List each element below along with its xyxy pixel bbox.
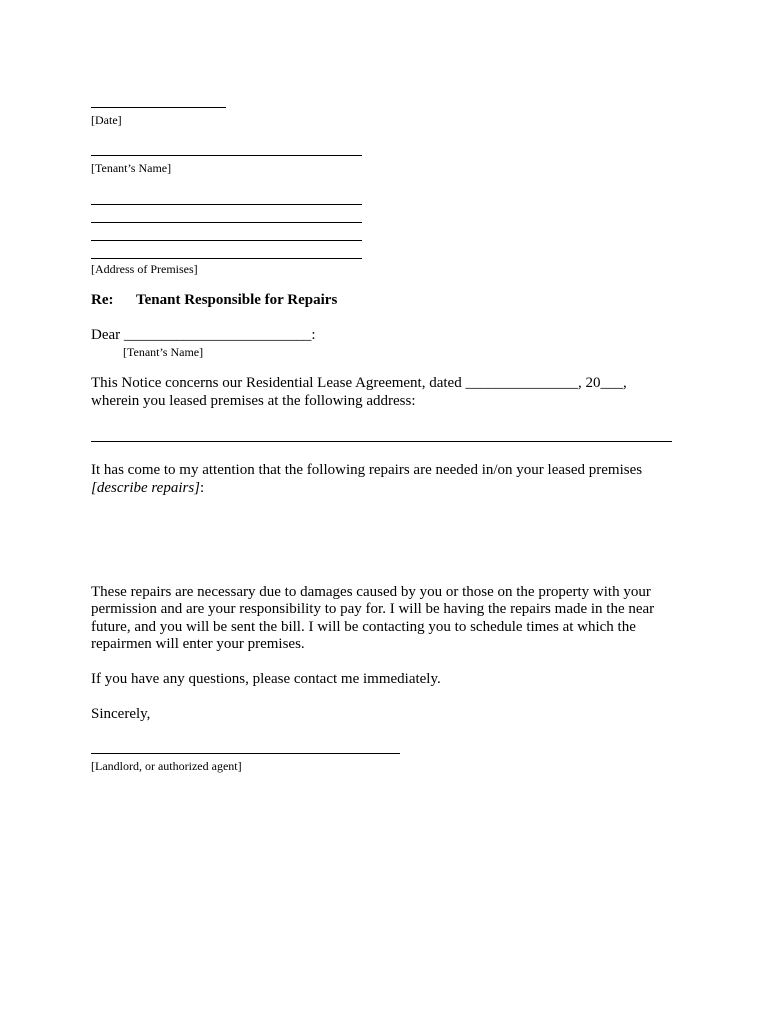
signature-label: [Landlord, or authorized agent] xyxy=(91,759,242,773)
notice-line: wherein you leased premises at the following address: xyxy=(91,393,416,409)
premises-address-line xyxy=(91,441,672,442)
questions-line: If you have any questions, please contact me immediately. xyxy=(91,671,441,687)
address-line xyxy=(91,204,362,205)
salutation-dear: Dear xyxy=(91,327,121,343)
closing-line: Sincerely, xyxy=(91,706,151,722)
describe-repairs-placeholder: [describe repairs] xyxy=(91,480,201,496)
salutation-tenant-label: [Tenant’s Name] xyxy=(123,345,204,359)
responsibility-line: repairmen will enter your premises. xyxy=(91,636,305,652)
address-line xyxy=(91,258,362,259)
tenant-name-label: [Tenant’s Name] xyxy=(91,161,172,175)
date-line xyxy=(91,107,226,108)
repairs-line: It has come to my attention that the following repairs are needed in/on your leased premises xyxy=(91,462,643,478)
describe-repairs-colon: : xyxy=(200,480,205,496)
responsibility-line: permission and are your responsibility to pay for. I will be having the repairs made in the near xyxy=(91,601,655,617)
re-label: Re: xyxy=(91,292,114,308)
address-line xyxy=(91,222,362,223)
address-label: [Address of Premises] xyxy=(91,262,198,276)
tenant-name-line xyxy=(91,155,362,156)
salutation-blank: _________________________: xyxy=(123,327,316,343)
salutation xyxy=(91,327,316,344)
signature-line xyxy=(91,753,400,754)
address-line xyxy=(91,240,362,241)
date-label: [Date] xyxy=(91,113,122,127)
notice-line: This Notice concerns our Residential Lease Agreement, dated _______________, 20___, xyxy=(91,375,627,391)
subject-title: Tenant Responsible for Repairs xyxy=(136,292,338,308)
responsibility-line: future, and you will be sent the bill. I will be contacting you to schedule times at which the xyxy=(91,619,636,635)
repairs-describe xyxy=(91,480,204,497)
responsibility-line: These repairs are necessary due to damages caused by you or those on the property with your xyxy=(91,584,651,600)
